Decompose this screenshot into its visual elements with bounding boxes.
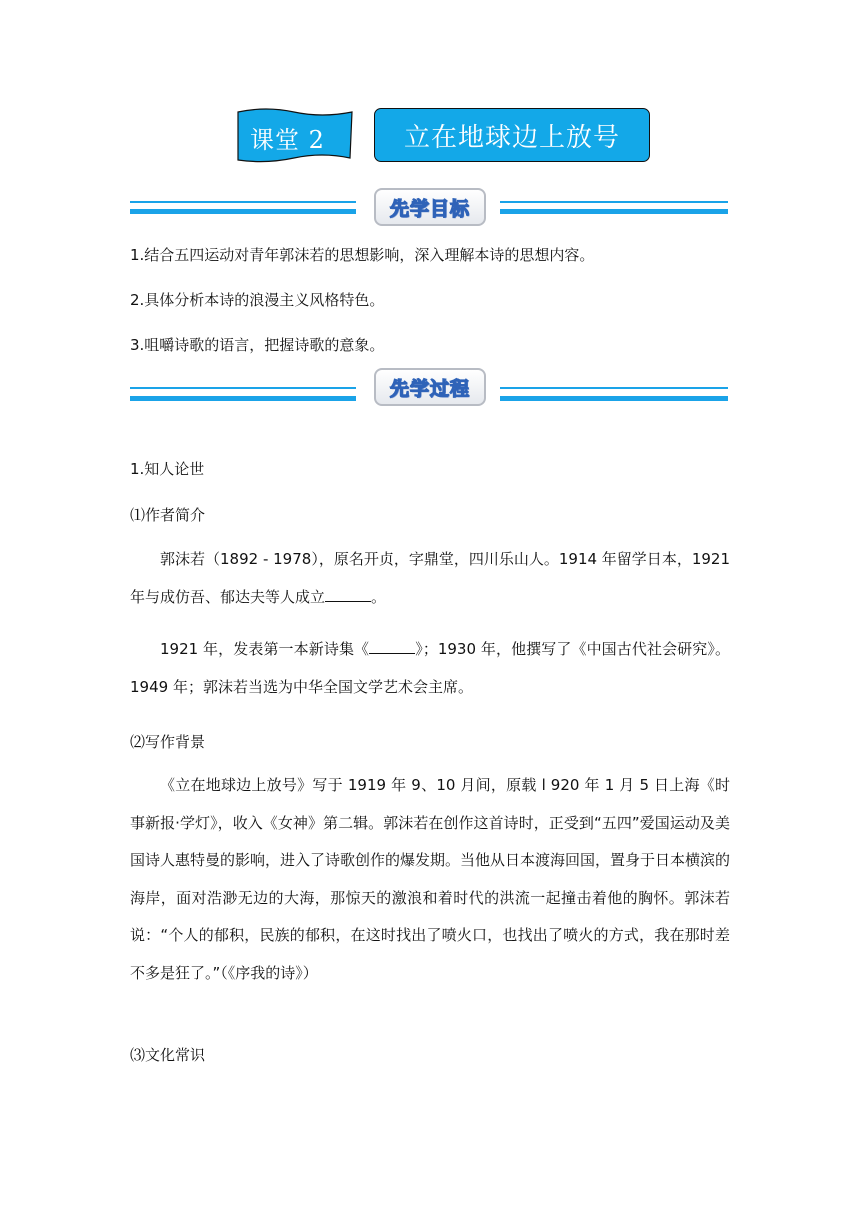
lesson-title: 立在地球边上放号 — [374, 108, 650, 162]
goal-item-1: 1.结合五四运动对青年郭沫若的思想影响，深入理解本诗的思想内容。 — [130, 246, 595, 264]
culture-heading: ⑶文化常识 — [130, 1046, 206, 1064]
lesson-label-banner — [236, 108, 354, 166]
background-paragraph: 《立在地球边上放号》写于 1919 年 9、10 月间，原载 l 920 年 1 月 5 日上海《时事新报·学灯》，收入《女神》第二辑。郭沫若在创作这首诗时，正受到“五四”爱国运动及美国诗人惠特曼的影响，进入了诗歌创作的爆发期。当他从日本渡海回国，置身于日本横滨的海岸，面对浩渺无边的大海，那惊天的激浪和着时代的洪流一起撞击着他的胸怀。郭沫若说：“个人的郁积，民族的郁积，在这时找出了喷火口，也找出了喷火的方式，我在那时差不多是狂了。”（《序我的诗》） — [130, 776, 731, 982]
author-paragraph-1: 郭沫若（1892 - 1978），原名开贞，字鼎堂，四川乐山人。1914 年留学日本，1921 年与成仿吾、郁达夫等人成立 。 — [130, 550, 730, 606]
process-heading: 先学过程 — [374, 368, 486, 406]
process-section-header — [130, 368, 728, 412]
blank-field — [325, 587, 371, 602]
author-paragraph-2: 1921 年，发表第一本新诗集《 》；1930 年，他撰写了《中国古代社会研究》。1949 年；郭沫若当选为中华全国文学艺术会主席。 — [130, 640, 730, 696]
background-heading: ⑵写作背景 — [130, 733, 206, 751]
subtitle-know-author: 1.知人论世 — [130, 460, 205, 478]
lesson-label: 课堂 2 — [250, 126, 325, 154]
author-heading: ⑴作者简介 — [130, 506, 206, 524]
blank-field — [369, 639, 415, 654]
goal-item-3: 3.咀嚼诗歌的语言，把握诗歌的意象。 — [130, 336, 385, 354]
goals-heading: 先学目标 — [374, 188, 486, 226]
goals-section-header — [130, 188, 728, 232]
goal-item-2: 2.具体分析本诗的浪漫主义风格特色。 — [130, 291, 385, 309]
